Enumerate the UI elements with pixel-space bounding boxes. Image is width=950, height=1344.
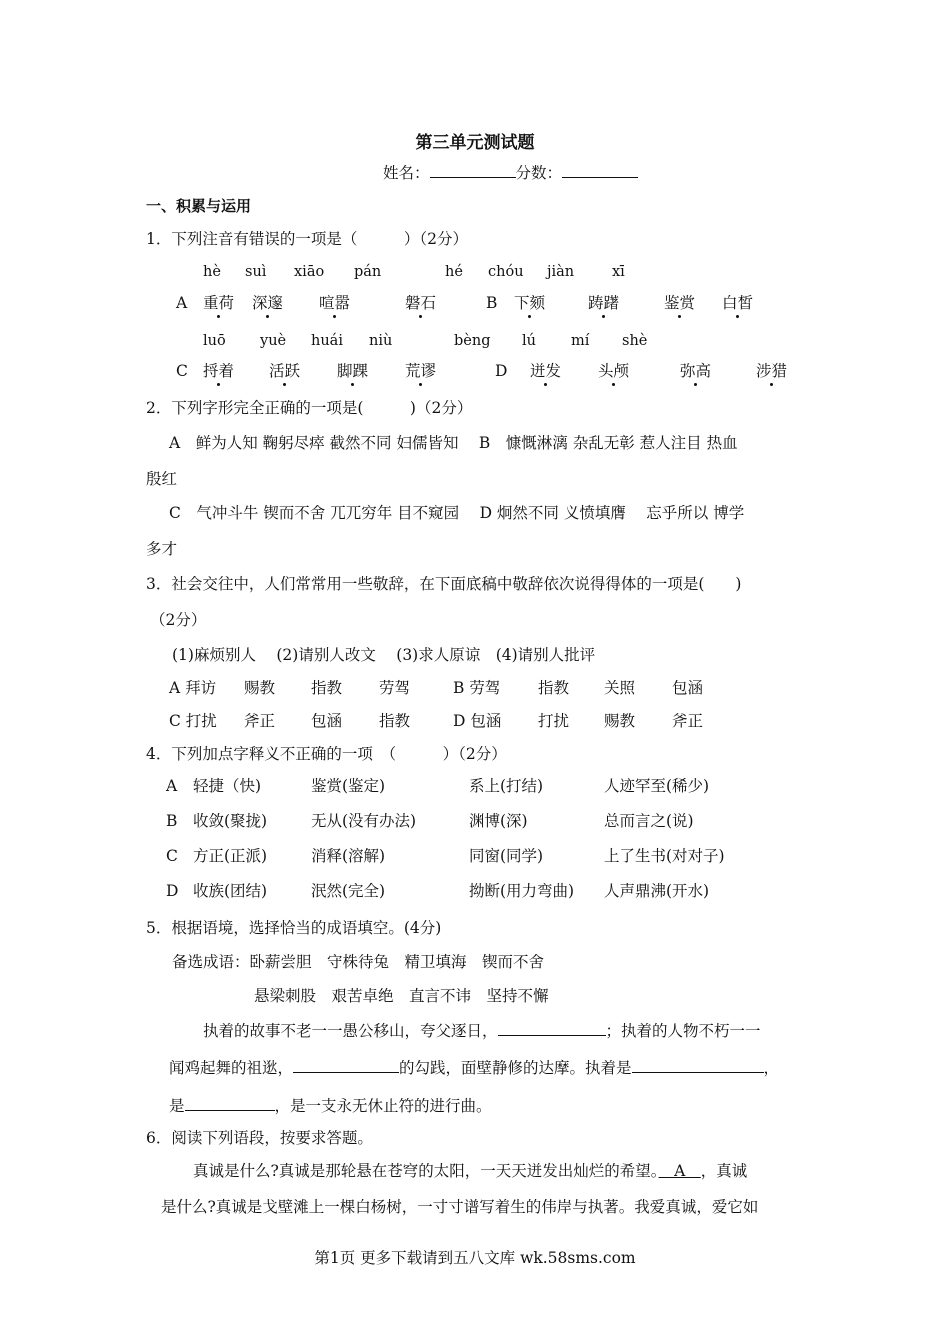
q5-idioms-line1 [172,952,544,972]
q5-idioms-line2: 悬梁刺股 艰苦卓绝 直言不讳 坚持不懈 [254,987,549,1005]
pinyin: yuè [260,333,287,349]
definition: 轻捷（快) [193,777,262,795]
q5-stem: 5．根据语境，选择恰当的成语填空。(4分) [146,919,442,937]
option-word: 赐教 [604,712,636,730]
pinyin: xī [612,264,625,280]
pinyin: pán [354,264,382,280]
pinyin: shè [622,333,648,349]
q1-options-cd [0,361,950,383]
q6-stem: 6．阅读下列语段，按要求答题。 [146,1129,373,1147]
q3-score: （2分） [150,611,207,629]
pinyin: lú [522,333,536,349]
option-word: 鉴赏 [664,294,696,312]
q4-row-b [0,811,950,835]
section-heading: 一、积累与运用 [146,197,252,215]
passage-text: 真诚是什么?真诚是那轮悬在苍穹的太阳，一天天迸发出灿烂的希望。 [193,1162,659,1180]
definition: 无从(没有办法) [311,812,417,830]
idioms-label: 备选成语： [172,953,250,971]
q4-stem: 4．下列加点字释义不正确的一项 （ ）（2分） [146,745,507,763]
pinyin: suì [245,264,267,280]
definition: 方正(正派) [193,847,268,865]
option-word: 斧正 [244,712,276,730]
passage-text: 闻鸡起舞的祖逖， [169,1059,294,1077]
option-word: 指教 [538,679,570,697]
q1-options-ab [0,293,950,315]
page-title: 第三单元测试题 [415,133,535,153]
q3-stem: 3．社会交往中，人们常常用一些敬辞，在下面底稿中敬辞依次说得得体的一项是( ) [146,575,742,593]
definition: 总而言之(说) [604,812,694,830]
pinyin: jiàn [547,264,575,280]
score-label: 分数： [515,164,563,182]
option-label: D [495,362,508,380]
definition: 系上(打结) [469,777,544,795]
option-label: A [166,777,178,795]
fill-blank-3[interactable] [632,1056,764,1073]
option-label: C [166,847,178,865]
option-word: B 劳驾 [453,679,501,697]
option-word: 荒谬 [405,362,437,380]
option-word: 打扰 [538,712,570,730]
page-footer: 第1页 更多下载请到五八文库 wk.58sms.com [314,1249,636,1267]
definition: 鉴赏(鉴定) [311,777,386,795]
option-word: 磐石 [405,294,437,312]
definition: 上了生书(对对子) [604,847,725,865]
option-label: D [166,882,179,900]
q2-line-cd-cont: 多才 [146,540,178,558]
q2-line-ab: A 鲜为人知 鞠躬尽瘁 截然不同 妇儒皆知 B 慷慨淋漓 杂乱无彰 惹人注目 热血 [169,434,738,452]
q2-line-cd: C 气冲斗牛 锲而不舍 兀兀穷年 目不窥园 D 炯然不同 义愤填膺 忘乎所以 博学 [169,504,745,522]
passage-text: 执着的故事不老一一愚公移山，夸父逐日， [203,1022,498,1040]
option-word: 喧嚣 [319,294,351,312]
q1-stem: 1．下列注音有错误的一项是（ ）（2分） [146,230,468,248]
option-word: 下颏 [514,294,546,312]
name-blank[interactable] [430,161,516,178]
option-word: 重荷 [203,294,235,312]
option-label: B [166,812,178,830]
option-word: 踌躇 [588,294,620,312]
passage-text: ，是一支永无休止符的进行曲。 [274,1097,492,1115]
definition: 泯然(完全) [311,882,386,900]
q3-row-ab [0,678,950,700]
option-word: D 包涵 [453,712,502,730]
pinyin: bèng [454,333,491,349]
definition: 拗断(用力弯曲) [469,882,575,900]
q5-passage-line2 [169,1056,779,1078]
option-word: 赐教 [244,679,276,697]
q3-row-cd [0,711,950,733]
passage-text: 是 [169,1097,185,1115]
pinyin: huái [311,333,343,349]
q1-pinyin-row2 [0,331,950,351]
option-word: 头颅 [598,362,630,380]
pinyin: mí [571,333,590,349]
q5-passage-line1 [203,1019,761,1041]
option-word: 包涵 [311,712,343,730]
q4-row-a [0,776,950,800]
fill-blank-1[interactable] [498,1019,606,1036]
q4-row-c [0,846,950,870]
score-blank[interactable] [562,161,638,178]
passage-text: ， [763,1059,780,1077]
definition: 渊博(深) [469,812,528,830]
passage-text: 的勾践，面壁静修的达摩。执着是 [399,1059,632,1077]
definition: 消释(溶解) [311,847,386,865]
q4-row-d [0,881,950,905]
option-word: A 拜访 [169,679,217,697]
q6-passage-line1 [193,1161,747,1181]
passage-text: ，真诚 [700,1162,748,1180]
option-word: 深邃 [252,294,284,312]
option-word: 涉猎 [756,362,788,380]
fill-blank-4[interactable] [185,1094,275,1111]
name-score-line [383,161,638,183]
definition: 同窗(同学) [469,847,544,865]
option-word: 捋着 [203,362,235,380]
option-word: 关照 [604,679,636,697]
option-word: 指教 [311,679,343,697]
passage-text: ；执着的人物不朽一一 [605,1022,761,1040]
pinyin: niù [369,333,393,349]
pinyin: luō [203,333,226,349]
name-label: 姓名： [383,164,430,182]
q3-items: (1)麻烦别人 (2)请别人改文 (3)求人原谅 (4)请别人批评 [172,646,596,664]
definition: 收敛(聚拢) [193,812,268,830]
blank-a[interactable]: A [658,1162,701,1180]
option-word: 脚踝 [337,362,369,380]
option-word: 迸发 [530,362,562,380]
option-label: B [486,294,498,312]
fill-blank-2[interactable] [293,1056,399,1073]
option-word: C 打扰 [169,712,217,730]
option-word: 活跃 [269,362,301,380]
q1-pinyin-row1 [0,262,950,282]
option-word: 包涵 [672,679,704,697]
q2-stem: 2．下列字形完全正确的一项是( )（2分） [146,399,473,417]
option-label: A [176,294,188,312]
q5-passage-line3 [169,1094,492,1116]
option-word: 白皙 [722,294,754,312]
option-word: 弥高 [680,362,712,380]
pinyin: chóu [488,264,524,280]
option-word: 劳驾 [379,679,411,697]
definition: 人迹罕至(稀少) [604,777,710,795]
q6-passage-line2: 是什么?真诚是戈壁滩上一棵白杨树，一寸寸谱写着生的伟岸与执著。我爱真诚，爱它如 [161,1198,759,1216]
pinyin: xiāo [294,264,325,280]
definition: 收族(团结) [193,882,268,900]
option-word: 指教 [379,712,411,730]
pinyin: hé [445,264,463,280]
idioms-list: 卧薪尝胆 守株待兔 精卫填海 锲而不舍 [249,953,545,971]
q2-line-ab-cont: 殷红 [146,470,178,488]
option-word: 斧正 [672,712,704,730]
pinyin: hè [203,264,221,280]
option-label: C [176,362,188,380]
definition: 人声鼎沸(开水) [604,882,710,900]
